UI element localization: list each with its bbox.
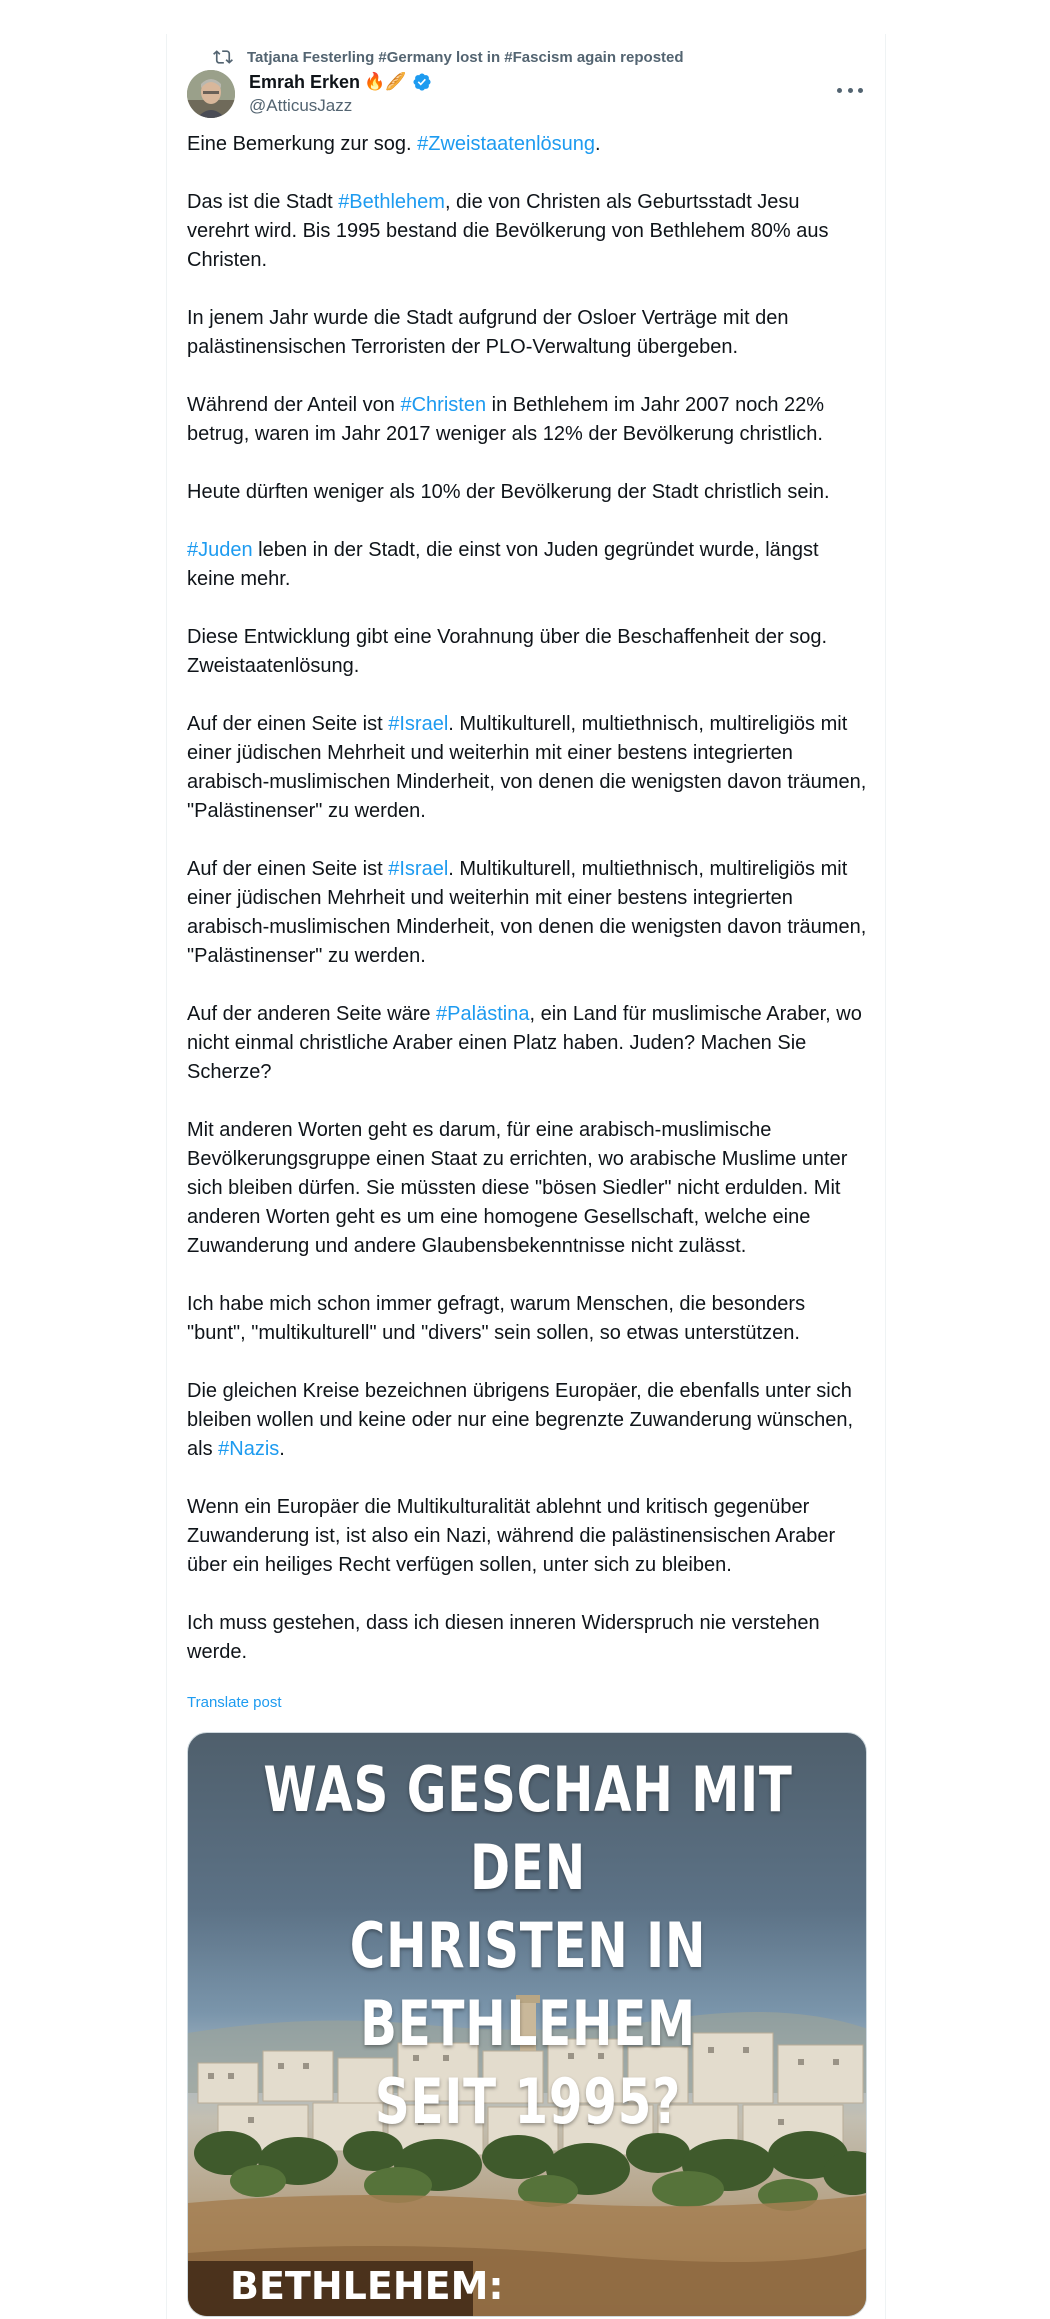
post-text-segment: Auf der einen Seite ist: [187, 713, 389, 735]
hashtag-link[interactable]: #Israel: [388, 858, 449, 880]
post-text-segment: leben in der Stadt, die einst von Juden gegründet wurde, längst keine mehr.: [187, 539, 819, 590]
hashtag-link[interactable]: #Palästina: [436, 1003, 530, 1025]
hashtag-link[interactable]: #Juden: [187, 539, 253, 561]
post-paragraph: [187, 1609, 867, 1667]
post-paragraph: [187, 391, 867, 449]
post-text-segment: Heute dürften weniger als 10% der Bevölkerung der Stadt christlich sein.: [187, 481, 830, 503]
post-text-segment: . Multikulturell, multiethnisch, multireligiös mit einer jüdischen Mehrheit und weiterhin mit einer bestens integrierten arabisch-muslimischen Minderheit, von denen die wenigsten davon träumen, "Palästinenser" zu werden.: [187, 858, 867, 967]
post-paragraph: [187, 623, 867, 681]
post-text-segment: Während der Anteil von: [187, 394, 401, 416]
post-paragraph: [187, 188, 867, 275]
post-text-segment: Mit anderen Worten geht es darum, für eine arabisch-muslimische Bevölkerungsgruppe einen Staat zu errichten, wo arabische Muslime unter sich bleiben dürfen. Sie müssten diese "bösen Siedler" nicht erdulden. Mit anderen Worten geht es um eine homogene Gesellschaft, welche eine Zuwanderung und andere Glaubensbekenntnisse nicht zulässt.: [187, 1119, 848, 1257]
post-text-segment: Auf der anderen Seite wäre: [187, 1003, 437, 1025]
hashtag-link[interactable]: #Bethlehem: [338, 191, 445, 213]
avatar[interactable]: [187, 70, 235, 118]
post-text-segment: , die von Christen als Geburtsstadt Jesu verehrt wird. Bis 1995 bestand die Bevölkerung von Bethlehem 80% aus Christen.: [187, 191, 829, 271]
verified-badge-icon[interactable]: [412, 72, 432, 92]
post-paragraph: [187, 304, 867, 362]
translate-post-link[interactable]: Translate post: [187, 1694, 282, 1711]
post-text: [187, 130, 867, 1667]
post-paragraph: [187, 1000, 867, 1087]
avatar-image: [187, 70, 235, 118]
author-handle[interactable]: @AtticusJazz: [249, 96, 353, 115]
author-block: [249, 70, 432, 116]
post-text-segment: Eine Bemerkung zur sog.: [187, 133, 418, 155]
post-paragraph: [187, 1116, 867, 1261]
post-text-segment: Ich habe mich schon immer gefragt, warum Menschen, die besonders "bunt", "multikulturell" und "divers" sein sollen, so etwas unterstützen.: [187, 1293, 806, 1344]
post-paragraph: [187, 478, 867, 507]
media-headline: [263, 1751, 793, 2141]
repost-text[interactable]: Tatjana Festerling #Germany lost in #Fascism again reposted: [247, 48, 684, 66]
media-caption: BETHLEHEM:: [230, 2264, 504, 2308]
hashtag-link[interactable]: #Israel: [388, 713, 449, 735]
post-paragraph: [187, 710, 867, 826]
post-text-segment: Die gleichen Kreise bezeichnen übrigens Europäer, die ebenfalls unter sich bleiben wollen und keine oder nur eine begrenzte Zuwanderung wünschen, als: [187, 1380, 854, 1460]
repost-icon: [213, 47, 233, 67]
post-paragraph: [187, 855, 867, 971]
post-text-segment: . Multikulturell, multiethnisch, multireligiös mit einer jüdischen Mehrheit und weiterhin mit einer bestens integrierten arabisch-muslimischen Minderheit, von denen die wenigsten davon träumen, "Palästinenser" zu werden.: [187, 713, 867, 822]
post-media-image[interactable]: [187, 1732, 867, 2317]
post-text-segment: in Bethlehem im Jahr 2007 noch 22% betrug, waren im Jahr 2017 weniger als 12% der Bevölkerung christlich.: [187, 394, 825, 445]
more-options-icon[interactable]: [837, 80, 863, 100]
post-card[interactable]: [166, 34, 886, 2319]
repost-context[interactable]: [213, 46, 684, 68]
media-headline-line: CHRISTEN IN BETHLEHEM: [349, 1909, 707, 2060]
post-text-segment: .: [279, 1438, 285, 1460]
hashtag-link[interactable]: #Nazis: [218, 1438, 280, 1460]
post-paragraph: [187, 536, 867, 594]
post-text-segment: Diese Entwicklung gibt eine Vorahnung über die Beschaffenheit der sog. Zweistaatenlösung.: [187, 626, 828, 677]
author-display-name[interactable]: Emrah Erken: [249, 71, 361, 92]
hashtag-link[interactable]: #Christen: [400, 394, 487, 416]
post-text-segment: Ich muss gestehen, dass ich diesen inneren Widerspruch nie verstehen werde.: [187, 1612, 820, 1663]
post-text-segment: Wenn ein Europäer die Multikulturalität ablehnt und kritisch gegenüber Zuwanderung ist, ist also ein Nazi, während die palästinensischen Araber über ein heiliges Recht verfügen sollen, unter sich zu bleiben.: [187, 1496, 836, 1576]
post-paragraph: [187, 1377, 867, 1464]
post-text-segment: In jenem Jahr wurde die Stadt aufgrund der Osloer Verträge mit den palästinensischen Terroristen der PLO-Verwaltung übergeben.: [187, 307, 789, 358]
post-text-segment: , ein Land für muslimische Araber, wo nicht einmal christliche Araber einen Platz haben. Juden? Machen Sie Scherze?: [187, 1003, 862, 1083]
post-text-segment: Das ist die Stadt: [187, 191, 339, 213]
post-text-segment: .: [595, 133, 601, 155]
author-emojis: 🔥🥖: [364, 72, 407, 91]
media-headline-line: SEIT 1995?: [374, 2065, 682, 2138]
hashtag-link[interactable]: #Zweistaatenlösung: [417, 133, 596, 155]
post-text-segment: Auf der einen Seite ist: [187, 858, 389, 880]
post-paragraph: [187, 1493, 867, 1580]
media-headline-line: WAS GESCHAH MIT DEN: [263, 1753, 793, 1904]
post-paragraph: [187, 130, 867, 159]
post-paragraph: [187, 1290, 867, 1348]
